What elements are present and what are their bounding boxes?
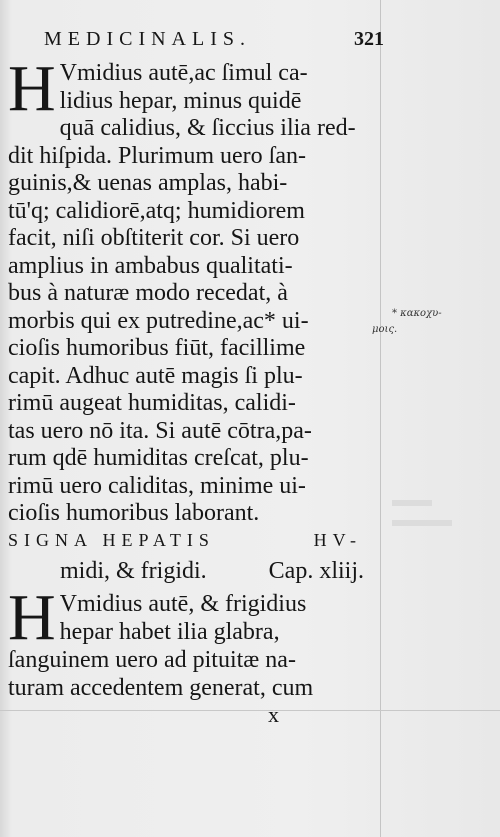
page-number: 321 bbox=[354, 28, 384, 50]
text-line: morbis qui ex putredine,ac* ui- bbox=[8, 307, 309, 334]
section-2-text bbox=[8, 581, 370, 702]
heading-left: SIGNA HEPATIS bbox=[8, 530, 215, 550]
text-line: rimū augeat humiditas, calidi- bbox=[8, 390, 296, 416]
text-line: Vmidius autē, & frigidius bbox=[59, 591, 307, 617]
show-through-mark bbox=[392, 500, 432, 506]
text-line: amplius in ambabus qualitati- bbox=[8, 252, 293, 279]
section-subheading bbox=[60, 558, 370, 585]
running-header bbox=[44, 28, 384, 52]
text-line: lidius hepar, minus quidē bbox=[59, 87, 302, 114]
text-line: ſanguinem uero ad pituitæ na- bbox=[8, 647, 296, 673]
subheading-text: midi, & frigidi. bbox=[60, 558, 207, 584]
marginal-annotation bbox=[372, 306, 442, 338]
marginal-note-line: * κακοχυ- bbox=[392, 308, 442, 319]
text-line: tas uero nō ita. Si autē cōtra,pa- bbox=[8, 417, 312, 444]
text-line: hepar habet ilia glabra, bbox=[59, 619, 280, 645]
section-heading bbox=[8, 530, 370, 551]
drop-cap: H bbox=[8, 581, 56, 654]
show-through-mark bbox=[392, 520, 452, 526]
text-line: cioſis humoribus laborant. bbox=[8, 500, 260, 526]
text-line: guinis,& uenas amplas, habi- bbox=[8, 170, 288, 196]
drop-cap: H bbox=[8, 52, 56, 125]
text-line: turam accedentem generat, cum bbox=[8, 675, 314, 701]
text-line: facit, niſi obſtiterit cor. Si uero bbox=[8, 225, 300, 251]
page-fold-line bbox=[380, 0, 381, 837]
heading-right: HV- bbox=[313, 530, 362, 550]
section-1-text bbox=[8, 52, 370, 528]
chapter-number: Cap. xliij. bbox=[268, 558, 364, 584]
catchword: x bbox=[268, 702, 279, 727]
text-line: rimū uero caliditas, minime ui- bbox=[8, 472, 306, 499]
text-line: tū'q; calidiorē,atq; humidiorem bbox=[8, 197, 305, 224]
running-title: MEDICINALIS. bbox=[44, 28, 251, 50]
page-bottom-rule bbox=[0, 710, 500, 711]
marginal-note-line: μοις. bbox=[372, 324, 398, 335]
text-line: Vmidius autē,ac ſimul ca- bbox=[59, 60, 308, 86]
text-line: dit hiſpida. Plurimum uero ſan- bbox=[8, 142, 306, 169]
text-line: cioſis humoribus fiūt, facillime bbox=[8, 335, 306, 361]
text-line: capit. Adhuc autē magis ſi plu- bbox=[8, 362, 303, 389]
text-line: quā calidius, & ſiccius ilia red- bbox=[59, 115, 356, 141]
text-line: rum qdē humiditas creſcat, plu- bbox=[8, 445, 309, 471]
text-line: bus à naturæ modo recedat, à bbox=[8, 280, 288, 306]
